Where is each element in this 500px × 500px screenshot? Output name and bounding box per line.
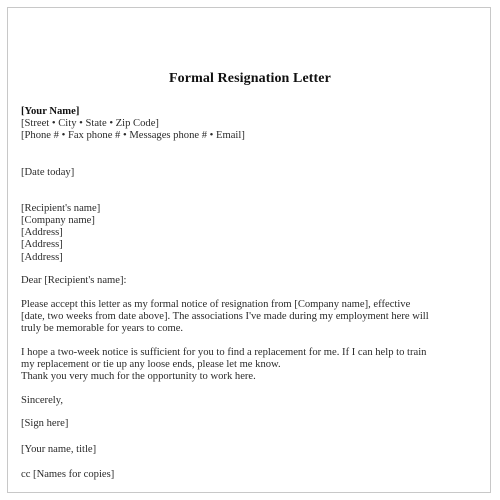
recipient-address-line: [Address]	[21, 239, 63, 251]
paragraph1-line: Please accept this letter as my formal notice of resignation from [Company name], effective	[21, 299, 411, 311]
paragraph2-line: my replacement or tie up any loose ends, please let me know.	[21, 358, 281, 370]
recipient-company: [Company name]	[21, 215, 95, 227]
cc-line: cc [Names for copies]	[21, 468, 115, 480]
recipient-address-line: [Address]	[21, 251, 63, 263]
closing: Sincerely,	[21, 395, 63, 407]
paragraph2-line: I hope a two-week notice is sufficient for you to find a replacement for me. If I can help to train	[21, 346, 427, 358]
signer-name-title: [Your name, title]	[21, 443, 97, 455]
letter-page	[7, 7, 491, 493]
sender-name: [Your Name]	[21, 106, 80, 117]
paragraph1-line: truly be memorable for years to come.	[21, 323, 184, 335]
recipient-address-line: [Address]	[21, 227, 63, 239]
sender-contact: [Phone # • Fax phone # • Messages phone # • Email]	[21, 130, 245, 142]
paragraph2-line: Thank you very much for the opportunity to work here.	[21, 371, 256, 383]
salutation: Dear [Recipient's name]:	[21, 274, 127, 286]
letter-date: [Date today]	[21, 166, 75, 178]
letter-title: Formal Resignation Letter	[169, 71, 331, 86]
signature-placeholder: [Sign here]	[21, 418, 69, 430]
letter-body	[21, 106, 481, 481]
recipient-name: [Recipient's name]	[21, 202, 101, 214]
sender-address: [Street • City • State • Zip Code]	[21, 118, 159, 130]
paragraph1-line: [date, two weeks from date above]. The associations I've made during my employment here will	[21, 311, 429, 323]
